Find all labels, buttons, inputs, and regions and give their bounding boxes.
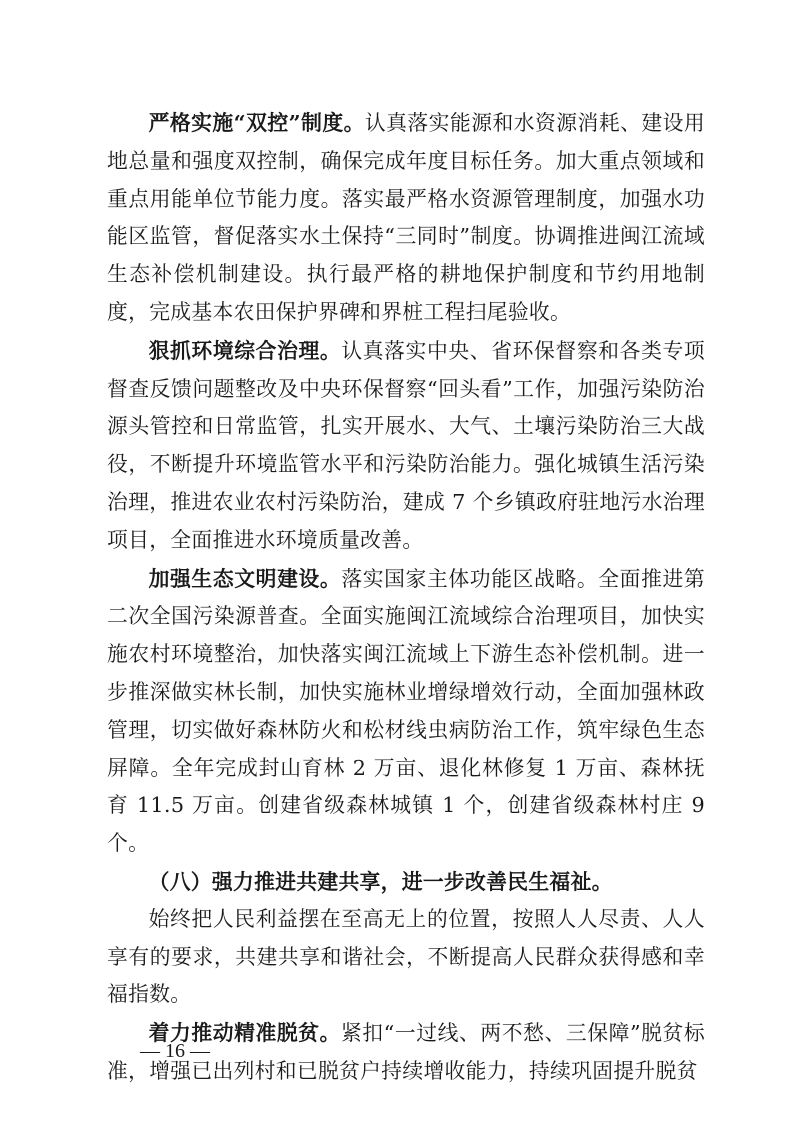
page-number: — 16 — (140, 1040, 210, 1062)
paragraph-lead: 狠抓环境综合治理。 (148, 337, 342, 363)
paragraph-lead: 严格实施“双控”制度。 (148, 110, 365, 135)
paragraph-lead: 着力推动精准脱贫。 (148, 1020, 341, 1046)
paragraph-dual-control (107, 104, 705, 332)
paragraph-intro: 始终把人民利益摆在至高无上的位置，按照人人尽责、人人享有的要求，共建共享和谐社会，不断提高人民群众获得感和幸福指数。 (107, 906, 705, 1007)
section-heading: （八）强力推进共建共享，进一步改善民生福祉。 (148, 868, 613, 894)
document-body (107, 104, 705, 1091)
paragraph-ecological-civilization (107, 560, 705, 863)
paragraph-lead: 加强生态文明建设。 (148, 565, 342, 591)
paragraph-text: 落实国家主体功能区战略。全面推进第二次全国污染源普查。全面实施闽江流域综合治理项目，加快实施农村环境整治，加快落实闽江流域上下游生态补偿机制。进一步推深做实林长制，加快实施林业增绿增效行动，全面加强林政管理，切实做好森林防火和松材线虫病防治工作，筑牢绿色生态屏障。全年完成封山育林 2 万亩、退化林修复 1 万亩、森林抚育 11.5 万亩。创建省级森林城镇 1 个，创建省级森林村庄 9 个。 (107, 566, 705, 856)
paragraph-text: 认真落实能源和水资源消耗、建设用地总量和强度双控制，确保完成年度目标任务。加大重点领域和重点用能单位节能力度。落实最严格水资源管理制度，加强水功能区监管，督促落实水土保持“三同时”制度。协调推进闽江流域生态补偿机制建设。执行最严格的耕地保护制度和节约用地制度，完成基本农田保护界碑和界桩工程扫尾验收。 (107, 111, 705, 324)
paragraph-text: 认真落实中央、省环保督察和各类专项督查反馈问题整改及中央环保督察“回头看”工作，加强污染防治源头管控和日常监管，扎实开展水、大气、土壤污染防治三大战役，不断提升环境监管水平和污染防治能力。强化城镇生活污染治理，推进农业农村污染防治，建成 7 个乡镇政府驻地污水治理项目，全面推进水环境质量改善。 (107, 338, 705, 552)
paragraph-environment-governance (107, 332, 705, 560)
paragraph-text: 紧扣“一过线、两不愁、三保障”脱贫标准，增强已出列村和已脱贫户持续增收能力，持续巩固提升脱贫 (107, 1021, 705, 1083)
